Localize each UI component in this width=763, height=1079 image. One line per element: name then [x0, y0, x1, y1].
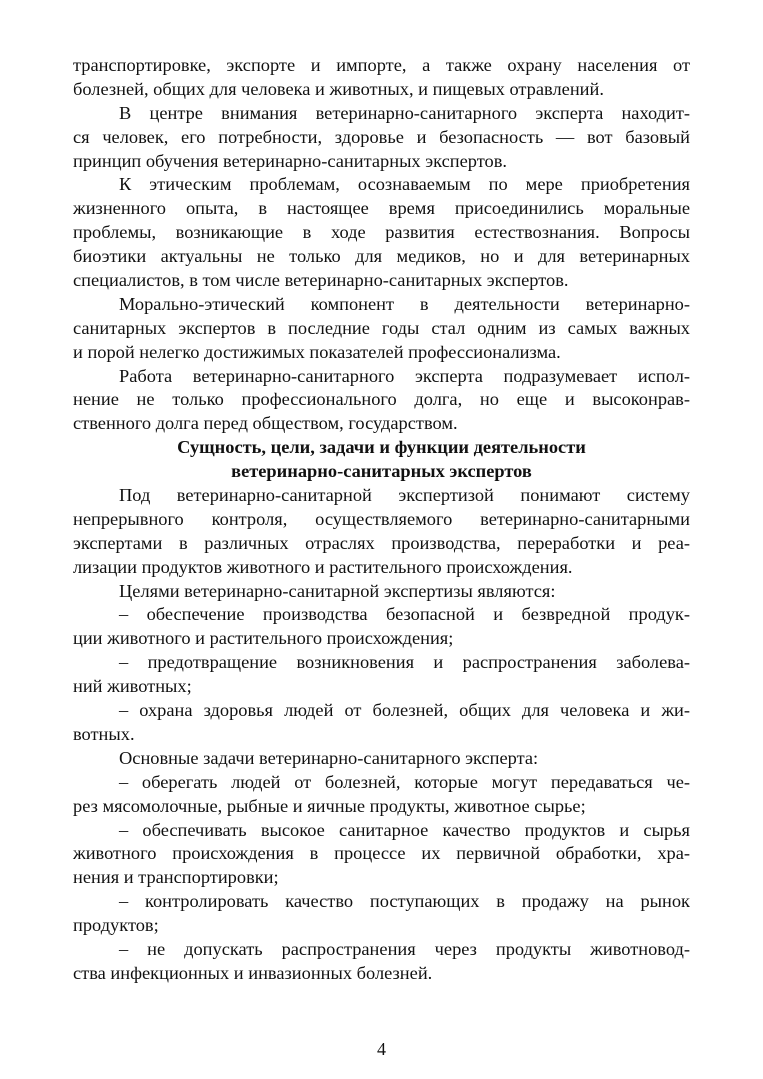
- text-line: ся человек, его потребности, здоровье и безопасность — вот базовый: [73, 126, 690, 147]
- text-line: животного происхождения в процессе их первичной обработки, хра-: [73, 843, 690, 864]
- text-line: транспортировке, экспорте и импорте, а также охрану населения от: [73, 55, 690, 75]
- text-line: специалистов, в том числе ветеринарно-санитарных экспертов.: [73, 270, 569, 291]
- list-item: [73, 819, 690, 891]
- text-line: – обеспечивать высокое санитарное качество продуктов и сырья: [119, 819, 690, 840]
- text-line: К этическим проблемам, осознаваемым по мере приобретения: [119, 174, 690, 195]
- list-item: [73, 771, 690, 819]
- text-line: вотных.: [73, 723, 135, 744]
- text-line: ний животных;: [73, 676, 192, 697]
- paragraph: [73, 173, 690, 292]
- paragraph: [73, 365, 690, 437]
- section-heading-line: ветеринарно-санитарных экспертов: [231, 461, 532, 482]
- list-item: [73, 890, 690, 938]
- text-line: ственного долга перед обществом, государством.: [73, 413, 458, 434]
- page-number: 4: [377, 1039, 386, 1059]
- text-line: и порой нелегко достижимых показателей профессионализма.: [73, 341, 561, 362]
- text-line: – оберегать людей от болезней, которые могут передаваться че-: [119, 771, 690, 792]
- document-page: [73, 54, 690, 986]
- text-line: принцип обучения ветеринарно-санитарных экспертов.: [73, 150, 507, 171]
- text-line: ства инфекционных и инвазионных болезней.: [73, 962, 433, 983]
- paragraph: [73, 102, 690, 174]
- text-line: нение не только профессионального долга, но еще и высоконрав-: [73, 389, 690, 410]
- paragraph-continuation: [73, 54, 690, 102]
- list-item: [73, 651, 690, 699]
- list-item: [73, 603, 690, 651]
- text-line: – охрана здоровья людей от болезней, общих для человека и жи-: [119, 700, 690, 721]
- text-line: Работа ветеринарно-санитарного эксперта подразумевает испол-: [119, 365, 690, 386]
- text-line: рез мясомолочные, рыбные и яичные продукты, животное сырье;: [73, 795, 586, 816]
- list-item: [73, 938, 690, 986]
- text-line: Основные задачи ветеринарно-санитарного эксперта:: [119, 747, 539, 768]
- text-line: болезней, общих для человека и животных, и пищевых отравлений.: [73, 78, 604, 99]
- text-line: ции животного и растительного происхождения;: [73, 628, 454, 649]
- text-line: – контролировать качество поступающих в продажу на рынок: [119, 891, 690, 912]
- paragraph: [73, 484, 690, 580]
- section-heading: [73, 436, 690, 484]
- text-line: биоэтики актуальны не только для медиков, но и для ветеринарных: [73, 246, 690, 267]
- text-line: В центре внимания ветеринарно-санитарного эксперта находит-: [119, 102, 690, 123]
- paragraph: [73, 293, 690, 365]
- text-line: Целями ветеринарно-санитарной экспертизы являются:: [119, 580, 556, 601]
- text-line: санитарных экспертов в последние годы стал одним из самых важных: [73, 317, 690, 338]
- paragraph: [73, 747, 690, 771]
- text-line: нения и транспортировки;: [73, 867, 279, 888]
- text-line: лизации продуктов животного и растительного происхождения.: [73, 556, 573, 577]
- paragraph: [73, 580, 690, 604]
- text-line: – не допускать распространения через продукты животновод-: [119, 938, 690, 959]
- text-line: продуктов;: [73, 915, 159, 936]
- text-line: проблемы, возникающие в ходе развития естествознания. Вопросы: [73, 222, 690, 243]
- text-line: экспертами в различных отраслях производства, переработки и реа-: [73, 532, 690, 553]
- text-line: непрерывного контроля, осуществляемого ветеринарно-санитарными: [73, 508, 690, 529]
- section-heading-line: Сущность, цели, задачи и функции деятельности: [177, 437, 586, 458]
- text-line: Под ветеринарно-санитарной экспертизой понимают систему: [119, 485, 690, 506]
- text-line: Морально-этический компонент в деятельности ветеринарно-: [119, 293, 690, 314]
- text-line: жизненного опыта, в настоящее время присоединились моральные: [73, 198, 690, 219]
- list-item: [73, 699, 690, 747]
- text-line: – обеспечение производства безопасной и безвредной продук-: [119, 604, 690, 625]
- text-line: – предотвращение возникновения и распространения заболева-: [119, 652, 690, 673]
